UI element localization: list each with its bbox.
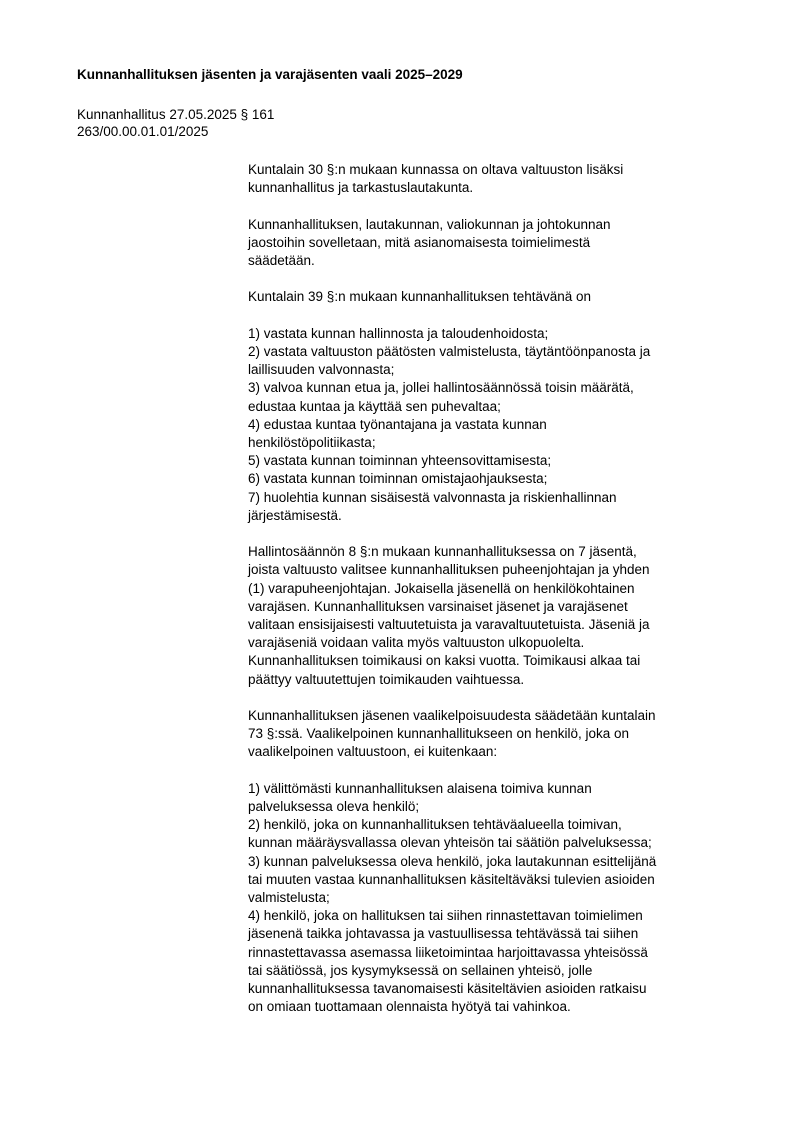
text-line: järjestämisestä. [248,507,342,523]
text-line: vaalikelpoinen valtuustoon, ei kuitenkaan: [248,744,498,760]
text-line: henkilöstöpolitiikasta; [248,435,376,450]
paragraph [248,707,748,762]
text-line: kunnanhallitus ja tarkastuslautakunta. [248,180,474,196]
text-line: 4) edustaa kuntaa työnantajana ja vastata kunnan [248,416,547,432]
text-line: jaostoihin sovelletaan, mitä asianomaisesta toimielimestä [248,234,591,250]
text-line: tai säätiössä, jos kysymyksessä on sellainen yhteisö, jolle [248,962,593,978]
text-line: 2) vastata valtuuston päätösten valmistelusta, täytäntöönpanosta ja [248,343,651,359]
text-line: varajäsen. Kunnanhallituksen varsinaiset jäsenet ja varajäsenet [248,598,628,614]
text-line: säädetään. [248,253,315,268]
meeting-info: Kunnanhallitus 27.05.2025 § 161 [77,107,275,122]
text-line: kunnanhallituksessa tavanomaisesti käsiteltävien asioiden ratkaisu [248,981,647,997]
text-line: 6) vastata kunnan toiminnan omistajaohjauksesta; [248,471,548,487]
paragraph [248,216,748,271]
text-line: 1) välittömästi kunnanhallituksen alaisena toimiva kunnan [248,780,592,796]
text-line: joista valtuusto valitsee kunnanhallituksen puheenjohtajan ja yhden [248,562,650,578]
text-line: 5) vastata kunnan toiminnan yhteensovittamisesta; [248,453,552,469]
paragraph [248,543,748,689]
text-line: 3) valvoa kunnan etua ja, jollei hallintosäännössä toisin määrätä, [248,380,634,396]
text-line: Kuntalain 30 §:n mukaan kunnassa on oltava valtuuston lisäksi [248,162,624,177]
text-line: Hallintosäännön 8 §:n mukaan kunnanhallituksessa on 7 jäsentä, [248,544,637,560]
text-line: rinnastettavassa asemassa liiketoimintaa harjoittavassa yhteisössä [248,944,648,960]
text-line: Kunnanhallituksen, lautakunnan, valiokunnan ja johtokunnan [248,216,611,232]
text-line: Kunnanhallituksen jäsenen vaalikelpoisuudesta säädetään kuntalain [248,708,656,724]
text-line: jäsenenä taikka johtavassa ja vastuullisessa tehtävässä tai siihen [248,926,639,942]
text-line: Kuntalain 39 §:n mukaan kunnanhallituksen tehtävänä on [248,289,592,305]
text-line: 4) henkilö, joka on hallituksen tai siihen rinnastettavan toimielimen [248,908,643,924]
text-line: 3) kunnan palveluksessa oleva henkilö, joka lautakunnan esittelijänä [248,853,657,869]
text-line: valmistelusta; [248,890,330,906]
text-line: laillisuuden valvonnasta; [248,362,395,378]
paragraph [248,288,748,306]
document-title: Kunnanhallituksen jäsenten ja varajäsenten vaali 2025–2029 [77,67,463,82]
document-body [248,161,748,1035]
text-line: palveluksessa oleva henkilö; [248,799,420,815]
record-number: 263/00.00.01.01/2025 [77,124,209,139]
text-line: valitaan ensisijaisesti valtuutetuista ja varavaltuutetuista. Jäseniä ja [248,617,650,633]
text-line: varajäseniä voidaan valita myös valtuuston ulkopuolelta. [248,635,585,651]
text-line: 7) huolehtia kunnan sisäisestä valvonnasta ja riskienhallinnan [248,489,617,505]
text-line: tai muuten vastaa kunnanhallituksen käsiteltäväksi tulevien asioiden [248,871,655,887]
text-line: edustaa kuntaa ja käyttää sen puhevaltaa; [248,398,501,414]
text-line: on omiaan tuottamaan olennaista hyötyä tai vahinkoa. [248,999,571,1015]
text-line: kunnan määräysvallassa olevan yhteisön tai säätiön palveluksessa; [248,835,652,851]
paragraph [248,780,748,1017]
text-line: 2) henkilö, joka on kunnanhallituksen tehtäväalueella toimivan, [248,817,622,833]
text-line: päättyy valtuutettujen toimikauden vaihtuessa. [248,671,525,687]
text-line: (1) varapuheenjohtajan. Jokaisella jäsenellä on henkilökohtainen [248,580,635,596]
paragraph [248,161,748,197]
document-meta [77,106,274,140]
text-line: 73 §:ssä. Vaalikelpoinen kunnanhallitukseen on henkilö, joka on [248,726,630,742]
paragraph [248,325,748,525]
text-line: Kunnanhallituksen toimikausi on kaksi vuotta. Toimikausi alkaa tai [248,653,641,669]
text-line: 1) vastata kunnan hallinnosta ja taloudenhoidosta; [248,325,549,341]
